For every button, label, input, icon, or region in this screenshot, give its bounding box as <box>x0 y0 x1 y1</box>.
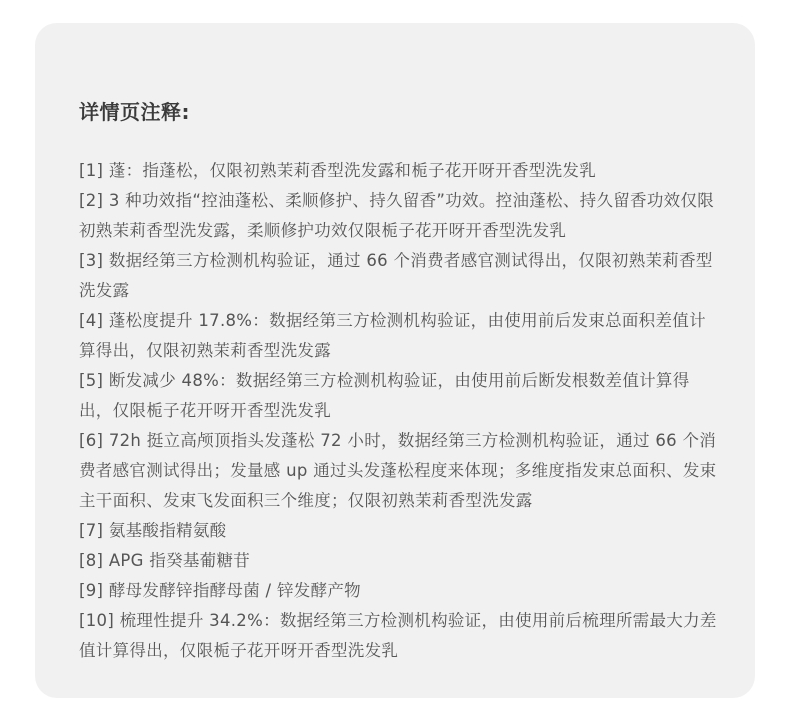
notes-card <box>35 23 755 698</box>
note-3: [3] 数据经第三方检测机构验证，通过 66 个消费者感官测试得出，仅限初熟茉莉香型洗发露 <box>79 251 713 300</box>
notes-title: 详情页注释: <box>79 100 190 124</box>
note-10: [10] 梳理性提升 34.2%：数据经第三方检测机构验证，由使用前后梳理所需最大力差值计算得出，仅限栀子花开呀开香型洗发乳 <box>79 611 717 660</box>
note-4: [4] 蓬松度提升 17.8%：数据经第三方检测机构验证，由使用前后发束总面积差值计算得出，仅限初熟茉莉香型洗发露 <box>79 311 706 360</box>
note-1: [1] 蓬：指蓬松，仅限初熟茉莉香型洗发露和栀子花开呀开香型洗发乳 <box>79 161 597 180</box>
note-6: [6] 72h 挺立高颅顶指头发蓬松 72 小时，数据经第三方检测机构验证，通过 66 个消费者感官测试得出；发量感 up 通过头发蓬松程度来体现；多维度指发束总面积、发束主干面积、发束飞发面积三个维度；仅限初熟茉莉香型洗发露 <box>79 431 717 510</box>
note-8: [8] APG 指癸基葡糖苷 <box>79 551 251 570</box>
notes-list <box>79 156 719 666</box>
note-5: [5] 断发减少 48%：数据经第三方检测机构验证，由使用前后断发根数差值计算得出，仅限栀子花开呀开香型洗发乳 <box>79 371 690 420</box>
note-7: [7] 氨基酸指精氨酸 <box>79 521 227 540</box>
note-2: [2] 3 种功效指“控油蓬松、柔顺修护、持久留香”功效。控油蓬松、持久留香功效仅限初熟茉莉香型洗发露，柔顺修护功效仅限栀子花开呀开香型洗发乳 <box>79 191 715 240</box>
note-9: [9] 酵母发酵锌指酵母菌 / 锌发酵产物 <box>79 581 361 600</box>
